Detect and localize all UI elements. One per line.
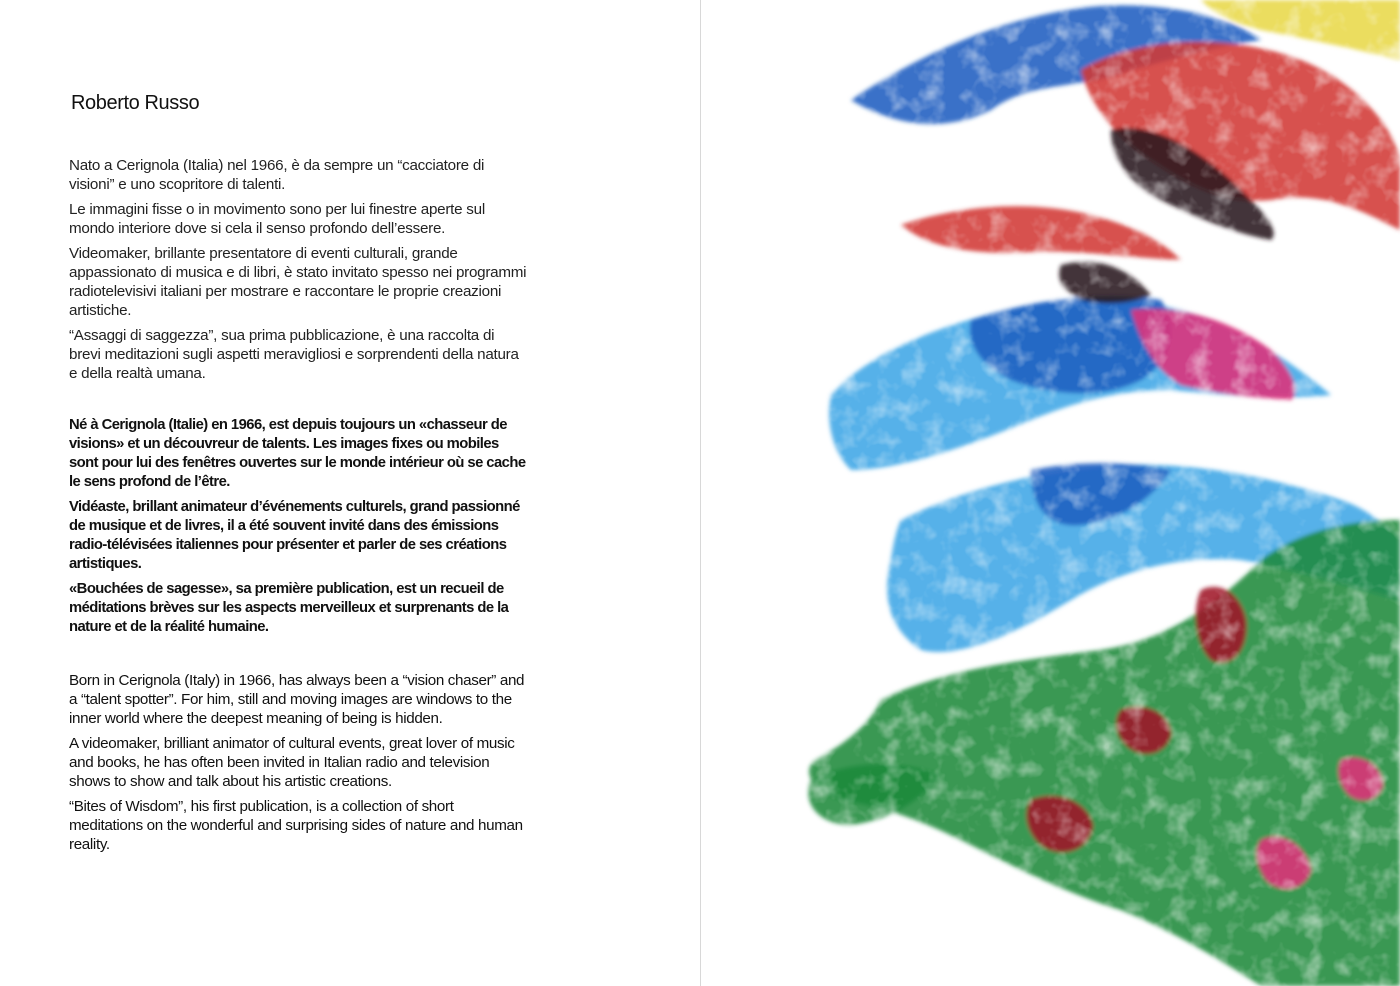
paragraph: A videomaker, brilliant animator of cultural events, great lover of music and books, he has often been invited in Italian radio and television shows to show and talk about his artistic creations.: [69, 735, 515, 790]
biography-english: [69, 671, 529, 860]
paragraph: Born in Cerignola (Italy) in 1966, has always been a “vision chaser” and a “talent spotter”. For him, still and moving images are windows to the inner world where the deepest meaning of being is hidden.: [69, 672, 525, 727]
paragraph: «Bouchées de sagesse», sa première publication, est un recueil de méditations brèves sur les aspects merveilleux et surprenants de la nature et de la réalité humaine.: [69, 581, 509, 635]
paragraph: Videomaker, brillante presentatore di eventi culturali, grande appassionato di musica e di libri, è stato invitato spesso nei programmi radiotelevisivi italiani per mostrare e raccontare le proprie creazioni artistiche.: [69, 245, 527, 319]
paragraph: “Bites of Wisdom”, his first publication, is a collection of short meditations on the wonderful and surprising sides of nature and human reality.: [69, 798, 523, 853]
biography-french: [69, 416, 529, 643]
paragraph: Nato a Cerignola (Italia) nel 1966, è da sempre un “cacciatore di visioni” e uno scopritore di talenti.: [69, 157, 485, 193]
paragraph: Né à Cerignola (Italie) en 1966, est depuis toujours un «chasseur de visions» et un découvreur de talents. Les images fixes ou mobiles sont pour lui des fenêtres ouvertes sur le monde intérieur où se cache le sens profond de l’être.: [69, 417, 526, 490]
paragraph: Le immagini fisse o in movimento sono per lui finestre aperte sul mondo interiore dove si cela il senso profondo dell’essere.: [69, 201, 485, 237]
biography-italian: [69, 156, 529, 389]
author-name: Roberto Russo: [71, 92, 200, 114]
right-page: [701, 0, 1400, 986]
paragraph: Vidéaste, brillant animateur d’événements culturels, grand passionné de musique et de livres, il a été souvent invité dans des émissions radio-télévisées italiennes pour présenter et parler de ses créations artistiques.: [69, 499, 520, 572]
abstract-ink-artwork: [701, 0, 1400, 986]
paragraph: “Assaggi di saggezza”, sua prima pubblicazione, è una raccolta di brevi meditazioni sugli aspetti meravigliosi e sorprendenti della natura e della realtà umana.: [69, 327, 519, 382]
